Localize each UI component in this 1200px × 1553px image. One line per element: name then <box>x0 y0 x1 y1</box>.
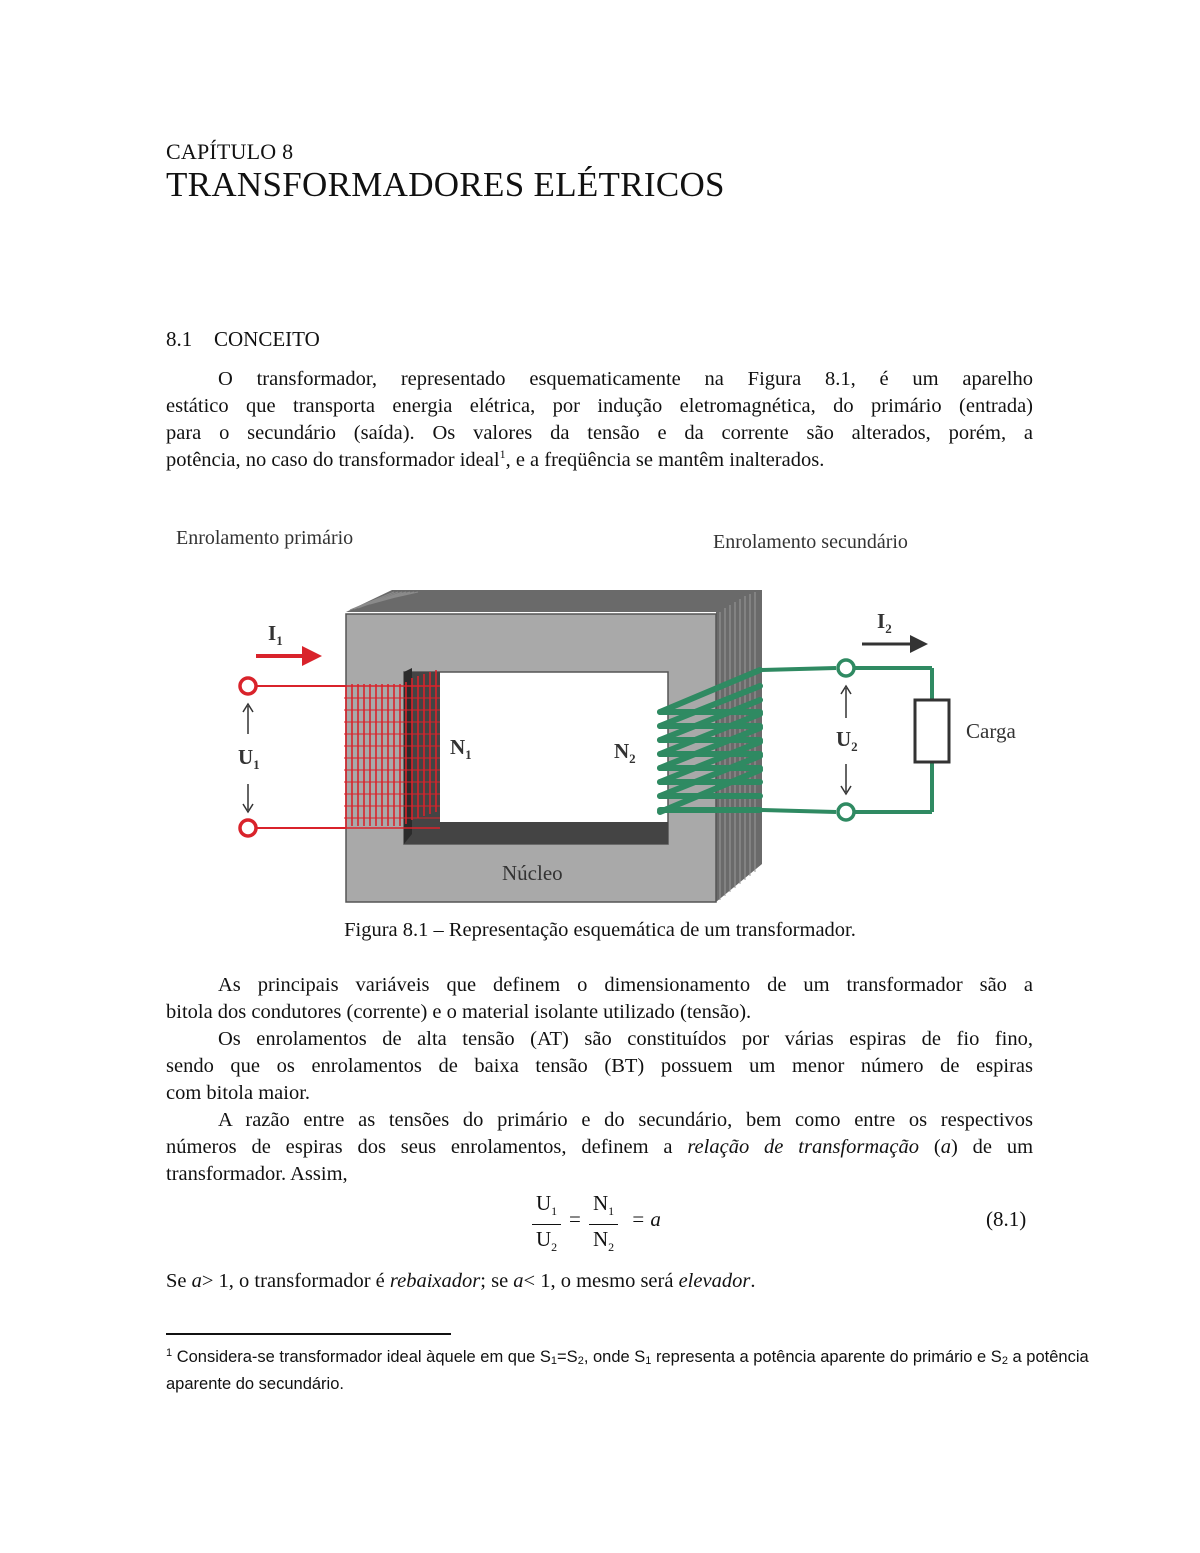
current-arrow-2-head <box>910 635 928 653</box>
body-text: números de espiras dos seus enrolamentos, definem a <box>166 1136 688 1158</box>
section-title: CONCEITO <box>214 327 320 351</box>
voltage-label-1: $U_1$ <box>238 745 260 772</box>
secondary-terminal-top <box>838 660 854 676</box>
body-text: ( <box>919 1136 941 1158</box>
load-label: Carga <box>966 719 1016 743</box>
body-line: com bitola maior. <box>166 1082 311 1104</box>
intro-line: para o secundário (saída). Os valores da tensão e da corrente são alterados, porém, a <box>166 422 1033 444</box>
equals-sign: = <box>569 1207 581 1231</box>
transformer-diagram <box>160 512 1040 912</box>
footnote-reference[interactable]: 1 <box>499 447 506 461</box>
term-transformation-ratio: relação de transformação <box>687 1136 919 1158</box>
equation-number: (8.1) <box>986 1207 1027 1231</box>
conclusion-text: Se a> 1, o transformador é rebaixador; se a< 1, o mesmo será elevador. <box>166 1270 756 1292</box>
intro-paragraph <box>166 366 1033 474</box>
intro-line: O transformador, representado esquematicamente na Figura 8.1, é um aparelho <box>218 368 1033 390</box>
intro-text: , e a freqüência se mantêm inalterados. <box>505 449 825 471</box>
secondary-terminal-bottom <box>838 804 854 820</box>
intro-line <box>166 447 1033 474</box>
turns-label-1: $N_1$ <box>450 735 472 762</box>
body-paragraphs <box>166 972 1033 1188</box>
primary-terminal-top <box>240 678 256 694</box>
numerator-u1: $U_1$ <box>532 1190 561 1225</box>
figure-caption: Figura 8.1 – Representação esquemática de um transformador. <box>344 919 856 941</box>
body-line: bitola dos condutores (corrente) e o material isolante utilizado (tensão). <box>166 1001 752 1023</box>
current-label-2: $I_2$ <box>877 609 892 636</box>
core-label: Núcleo <box>502 861 563 885</box>
denominator-n2: $N_2$ <box>593 1227 615 1255</box>
chapter-title: TRANSFORMADORES ELÉTRICOS <box>166 165 725 204</box>
voltage-label-2: $U_2$ <box>836 727 858 754</box>
body-line: Os enrolamentos de alta tensão (AT) são constituídos por várias espiras de fio fino, <box>218 1028 1033 1050</box>
denominator-u2: $U_2$ <box>536 1227 558 1255</box>
equation-8-1 <box>0 1190 1200 1254</box>
intro-text: potência, no caso do transformador ideal <box>166 449 500 471</box>
chapter-label: CAPÍTULO 8 <box>166 139 294 164</box>
conclusion-line <box>166 1268 1033 1295</box>
body-line: A razão entre as tensões do primário e do secundário, bem como entre os respectivos <box>218 1109 1033 1131</box>
section-number: 8.1 <box>166 327 193 351</box>
footnote-separator <box>166 1333 451 1335</box>
fraction-u <box>532 1190 561 1261</box>
secondary-winding-label: Enrolamento secundário <box>713 531 908 553</box>
body-line: sendo que os enrolamentos de baixa tensão (BT) possuem um menor número de espiras <box>166 1055 1033 1077</box>
fraction-n <box>589 1190 618 1261</box>
body-line: As principais variáveis que definem o dimensionamento de um transformador são a <box>218 974 1033 996</box>
section-heading <box>166 327 320 352</box>
primary-winding-label: Enrolamento primário <box>176 527 354 549</box>
body-line <box>166 1134 1033 1161</box>
numerator-n1: $N_1$ <box>589 1190 618 1225</box>
equation-result: = a <box>631 1207 661 1231</box>
footnote <box>166 1346 1156 1396</box>
footnote-line-2: aparente do secundário. <box>166 1375 344 1393</box>
current-label-1: $I_1$ <box>268 621 283 648</box>
body-line: transformador. Assim, <box>166 1163 348 1185</box>
turns-label-2: $N_2$ <box>614 739 636 766</box>
footnote-marker: 1 <box>166 1347 173 1359</box>
variable-a: a <box>940 1136 951 1158</box>
body-text: ) de um <box>950 1136 1034 1158</box>
primary-terminal-bottom <box>240 820 256 836</box>
footnote-line-1: $^1$ Considera-se transformador ideal àquele em que $S_1=S_2$, onde $S_1$ representa a potência aparente do primário e $S_2$ a potência <box>166 1347 1089 1367</box>
primary-circuit <box>240 646 346 836</box>
intro-line: estático que transporta energia elétrica, por indução eletromagnética, do primário (entrada) <box>166 395 1033 417</box>
current-arrow-1-head <box>302 646 322 666</box>
load-resistor <box>915 700 949 762</box>
